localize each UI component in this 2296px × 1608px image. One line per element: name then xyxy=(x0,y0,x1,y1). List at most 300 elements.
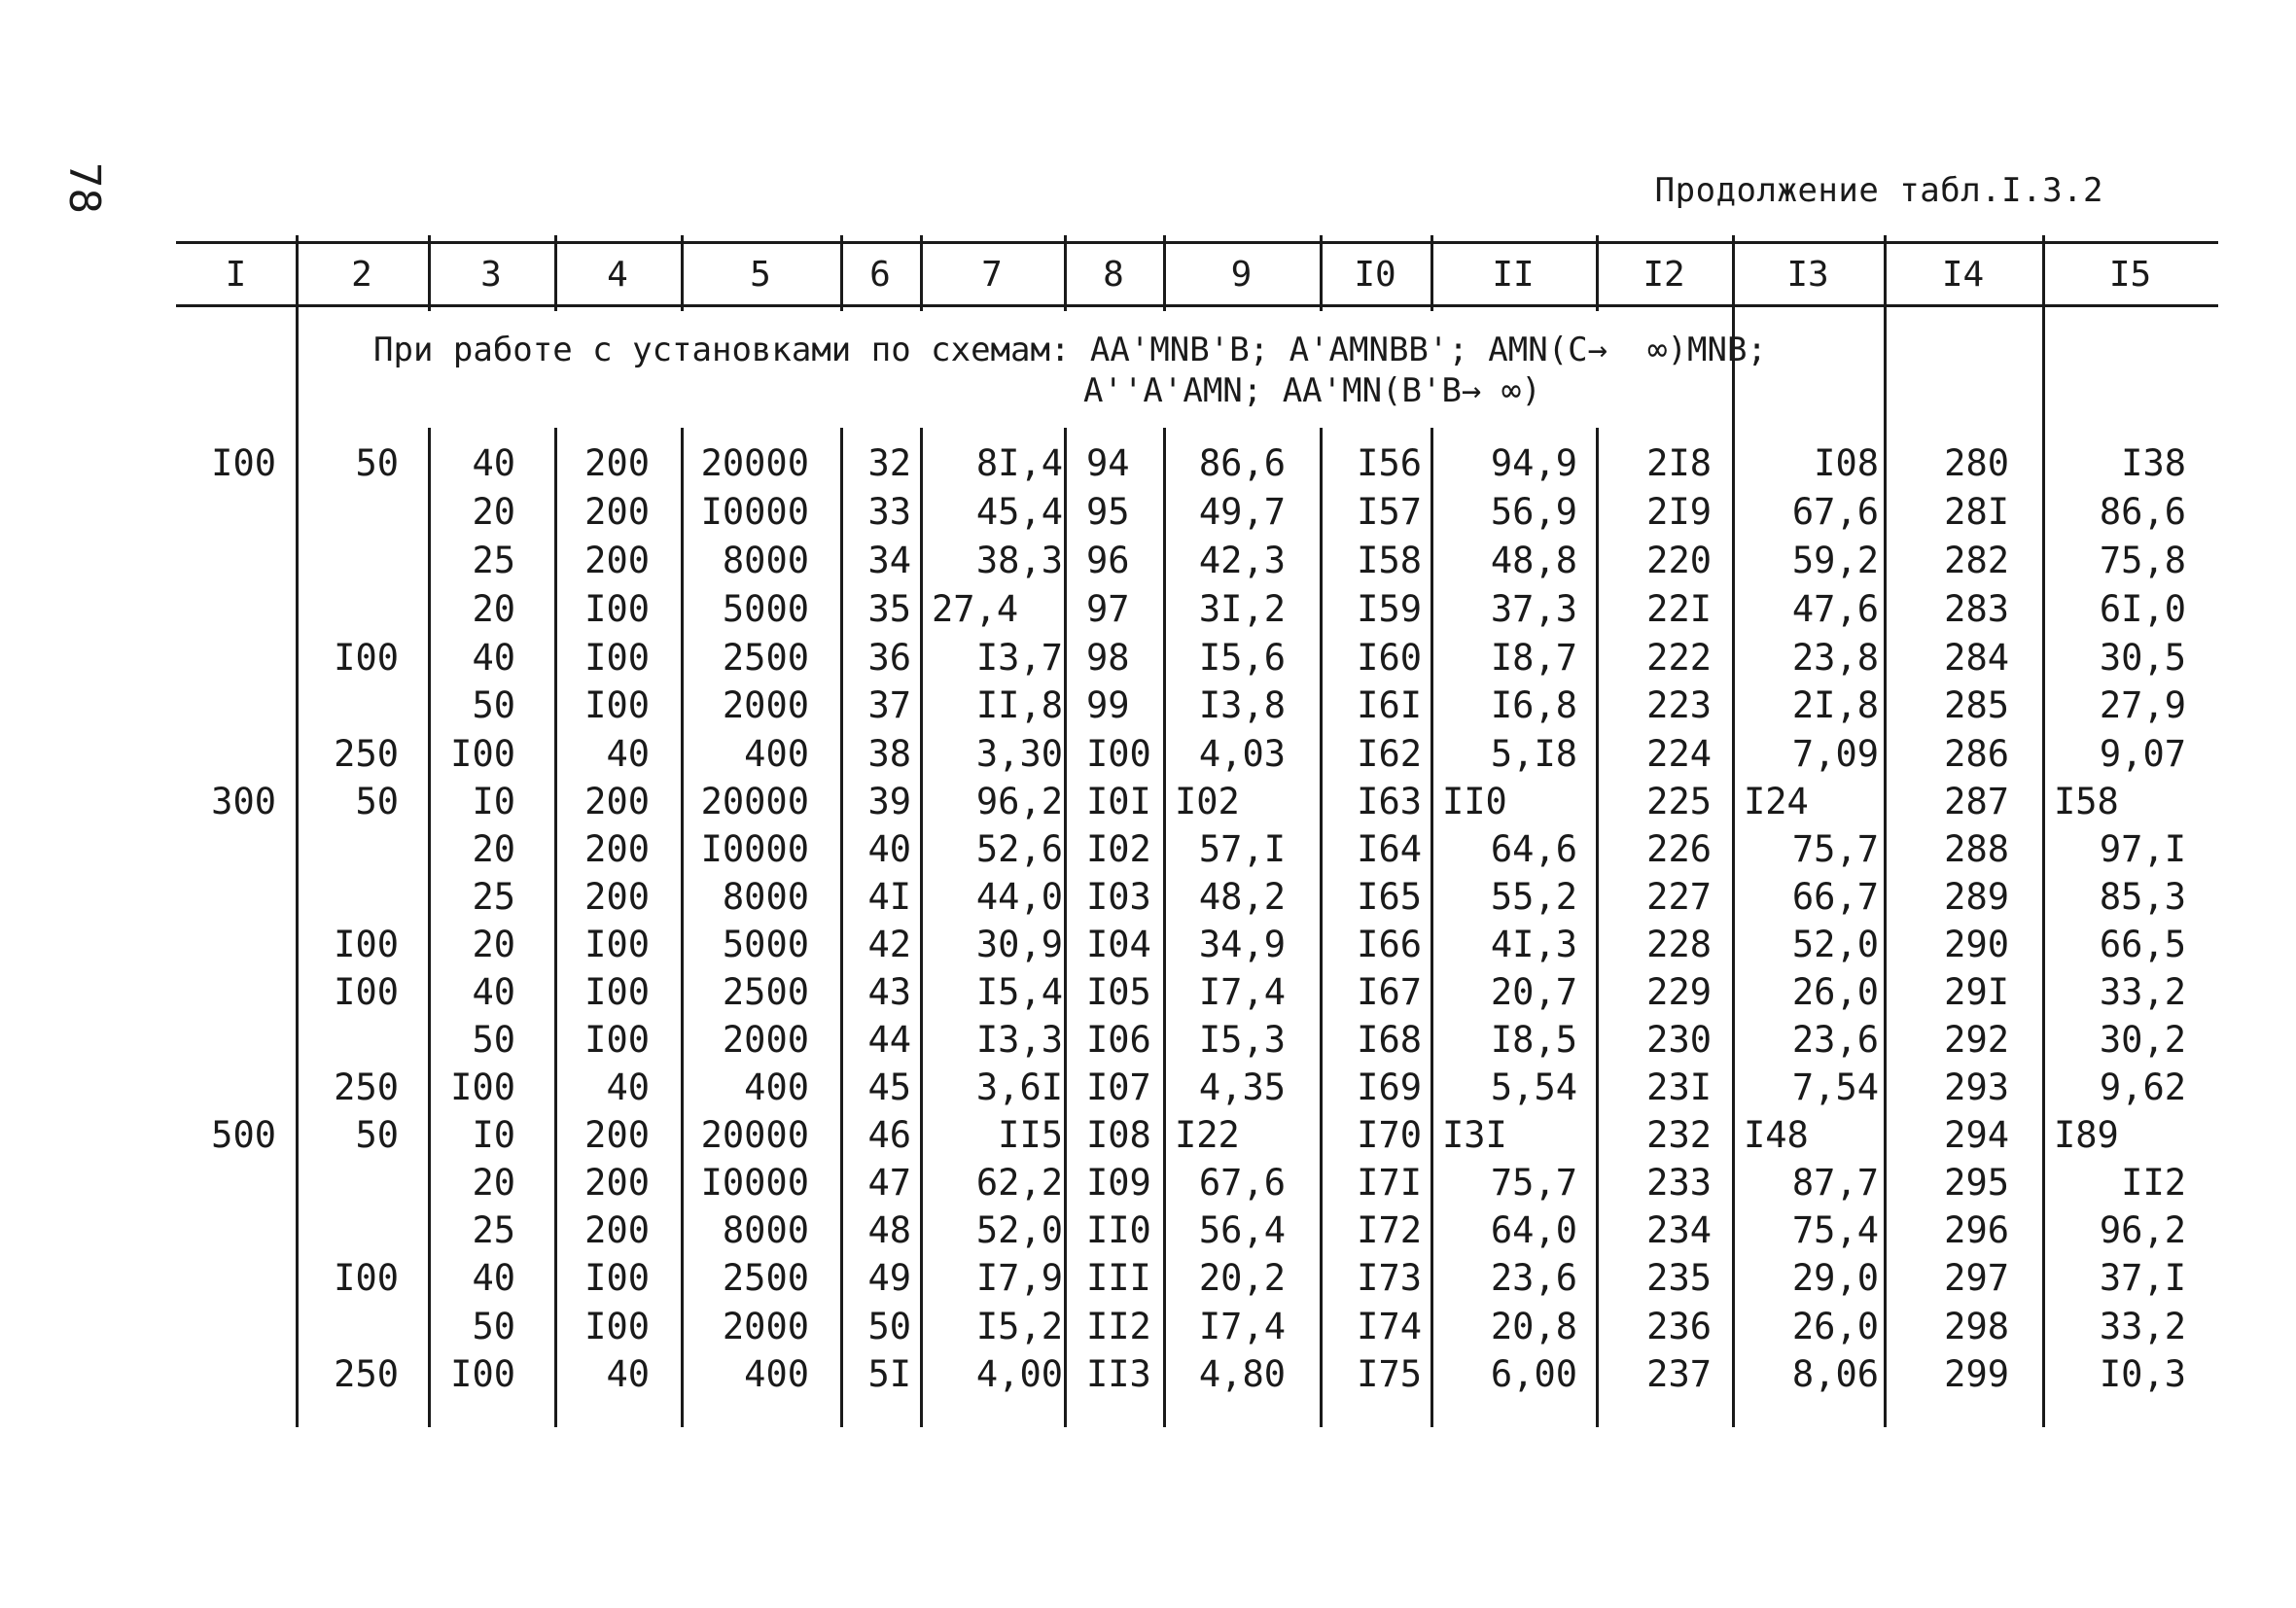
table-cell-col-2: 50 xyxy=(355,781,399,822)
table-cell-col-3: 50 xyxy=(472,1019,515,1061)
table-cell-col-8: 99 xyxy=(1086,684,1130,726)
table-cell-col-I3: 26,0 xyxy=(1791,971,1879,1013)
body-column-divider xyxy=(428,428,431,1427)
table-cell-col-4: 200 xyxy=(584,1162,650,1204)
table-cell-col-I4: 288 xyxy=(1944,828,2009,870)
header-cell: I3 xyxy=(1786,254,1829,295)
table-cell-col-8: I08 xyxy=(1086,1114,1151,1156)
table-cell-col-7: 27,4 xyxy=(932,588,1019,630)
table-cell-col-6: 46 xyxy=(867,1114,911,1156)
table-cell-col-I2: 23I xyxy=(1646,1066,1712,1108)
table-cell-col-I5: 33,2 xyxy=(2099,1306,2186,1347)
scheme-note-line-2: A''A'AMN; AA'MN(B'B→ ∞) xyxy=(1083,371,1541,410)
table-cell-col-4: 200 xyxy=(584,540,650,581)
table-cell-col-7: II5 xyxy=(998,1114,1063,1156)
table-cell-col-I0: I75 xyxy=(1357,1353,1422,1395)
table-cell-col-I5: 6I,0 xyxy=(2099,588,2186,630)
table-cell-col-2: 250 xyxy=(334,1353,399,1395)
table-cell-col-3: 40 xyxy=(472,637,515,679)
table-cell-col-3: I00 xyxy=(450,1353,515,1395)
table-cell-col-8: 98 xyxy=(1086,637,1130,679)
table-cell-col-5: I0000 xyxy=(700,491,809,533)
table-cell-col-4: 200 xyxy=(584,1209,650,1251)
table-cell-col-9: 56,4 xyxy=(1198,1209,1286,1251)
table-cell-col-9: I7,4 xyxy=(1198,971,1286,1013)
header-cell: 6 xyxy=(869,254,891,295)
table-cell-col-I2: 226 xyxy=(1646,828,1712,870)
table-cell-col-9: 67,6 xyxy=(1198,1162,1286,1204)
table-cell-col-I5: 66,5 xyxy=(2099,924,2186,965)
table-cell-col-II: 37,3 xyxy=(1490,588,1577,630)
table-cell-col-I0: I64 xyxy=(1357,828,1422,870)
table-cell-col-6: 44 xyxy=(867,1019,911,1061)
body-column-divider xyxy=(1320,428,1323,1427)
table-cell-col-I3: I24 xyxy=(1744,781,1809,822)
table-cell-col-I0: I69 xyxy=(1357,1066,1422,1108)
table-cell-col-I2: 229 xyxy=(1646,971,1712,1013)
table-cell-col-5: 5000 xyxy=(722,588,809,630)
table-cell-col-I0: I63 xyxy=(1357,781,1422,822)
table-cell-col-I3: 23,8 xyxy=(1791,637,1879,679)
table-cell-col-6: 36 xyxy=(867,637,911,679)
table-cell-col-9: 57,I xyxy=(1198,828,1286,870)
table-cell-col-I0: I60 xyxy=(1357,637,1422,679)
table-cell-col-9: 20,2 xyxy=(1198,1257,1286,1299)
table-cell-col-I4: 287 xyxy=(1944,781,2009,822)
table-cell-col-I3: 59,2 xyxy=(1791,540,1879,581)
table-cell-col-6: 47 xyxy=(867,1162,911,1204)
table-cell-col-I3: 2I,8 xyxy=(1791,684,1879,726)
table-cell-col-8: 97 xyxy=(1086,588,1130,630)
table-cell-col-II: 6,00 xyxy=(1490,1353,1577,1395)
table-cell-col-I0: I66 xyxy=(1357,924,1422,965)
table-cell-col-4: I00 xyxy=(584,588,650,630)
header-cell: I xyxy=(225,254,247,295)
table-cell-col-9: I3,8 xyxy=(1198,684,1286,726)
table-cell-col-4: I00 xyxy=(584,1019,650,1061)
table-cell-col-I5: II2 xyxy=(2121,1162,2186,1204)
header-cell: I0 xyxy=(1354,254,1396,295)
table-cell-col-8: 94 xyxy=(1086,442,1130,484)
table-cell-col-I2: 230 xyxy=(1646,1019,1712,1061)
scheme-note-line-1: При работе с установками по схемам: AA'MNB'B; A'AMNBB'; AMN(C→ ∞)MNB; xyxy=(373,331,1767,369)
table-cell-col-I4: 292 xyxy=(1944,1019,2009,1061)
header-cell: 2 xyxy=(351,254,372,295)
table-cell-col-I4: 289 xyxy=(1944,876,2009,918)
table-cell-col-8: I04 xyxy=(1086,924,1151,965)
table-cell-col-I5: I38 xyxy=(2121,442,2186,484)
table-cell-col-4: 40 xyxy=(606,733,650,775)
table-cell-col-I2: 233 xyxy=(1646,1162,1712,1204)
table-cell-col-5: 2500 xyxy=(722,971,809,1013)
table-cell-col-I3: 29,0 xyxy=(1791,1257,1879,1299)
table-cell-col-8: II0 xyxy=(1086,1209,1151,1251)
table-cell-col-I2: 2I9 xyxy=(1646,491,1712,533)
table-cell-col-9: 3I,2 xyxy=(1198,588,1286,630)
table-cell-col-I4: 296 xyxy=(1944,1209,2009,1251)
table-cell-col-I2: 232 xyxy=(1646,1114,1712,1156)
table-cell-col-I5: I0,3 xyxy=(2099,1353,2186,1395)
table-cell-col-8: II2 xyxy=(1086,1306,1151,1347)
table-cell-col-4: 40 xyxy=(606,1353,650,1395)
table-cell-col-4: I00 xyxy=(584,684,650,726)
table-cell-col-I2: 224 xyxy=(1646,733,1712,775)
table-cell-col-8: I02 xyxy=(1086,828,1151,870)
table-cell-col-I4: 280 xyxy=(1944,442,2009,484)
table-cell-col-II: 94,9 xyxy=(1490,442,1577,484)
table-cell-col-7: I5,2 xyxy=(975,1306,1063,1347)
table-cell-col-II: 23,6 xyxy=(1490,1257,1577,1299)
table-cell-col-I2: 234 xyxy=(1646,1209,1712,1251)
table-cell-col-I5: 75,8 xyxy=(2099,540,2186,581)
table-cell-col-I4: 294 xyxy=(1944,1114,2009,1156)
table-cell-col-I3: 87,7 xyxy=(1791,1162,1879,1204)
table-cell-col-I4: 297 xyxy=(1944,1257,2009,1299)
table-cell-col-I5: 33,2 xyxy=(2099,971,2186,1013)
table-cell-col-9: 42,3 xyxy=(1198,540,1286,581)
table-cell-col-I3: 75,4 xyxy=(1791,1209,1879,1251)
table-cell-col-4: I00 xyxy=(584,1306,650,1347)
table-cell-col-II: 5,54 xyxy=(1490,1066,1577,1108)
table-cell-col-II: 55,2 xyxy=(1490,876,1577,918)
table-cell-col-I2: 225 xyxy=(1646,781,1712,822)
table-cell-col-I3: 7,54 xyxy=(1791,1066,1879,1108)
table-cell-col-5: 20000 xyxy=(700,781,809,822)
table-cell-col-5: 2500 xyxy=(722,637,809,679)
table-cell-col-6: 5I xyxy=(867,1353,911,1395)
table-cell-col-7: 44,0 xyxy=(975,876,1063,918)
table-cell-col-5: 2000 xyxy=(722,684,809,726)
header-cell: I2 xyxy=(1643,254,1685,295)
table-cell-col-I2: 235 xyxy=(1646,1257,1712,1299)
table-cell-col-2: 50 xyxy=(355,442,399,484)
table-cell-col-3: 20 xyxy=(472,924,515,965)
table-cell-col-8: I06 xyxy=(1086,1019,1151,1061)
table-cell-col-I3: 23,6 xyxy=(1791,1019,1879,1061)
table-cell-col-I3: 26,0 xyxy=(1791,1306,1879,1347)
table-cell-col-2: I00 xyxy=(334,971,399,1013)
table-cell-col-5: 2500 xyxy=(722,1257,809,1299)
table-cell-col-4: 200 xyxy=(584,781,650,822)
table-cell-col-9: I22 xyxy=(1175,1114,1240,1156)
table-cell-col-7: I5,4 xyxy=(975,971,1063,1013)
table-cell-col-I0: I68 xyxy=(1357,1019,1422,1061)
table-cell-col-3: 25 xyxy=(472,876,515,918)
table-cell-col-4: I00 xyxy=(584,924,650,965)
table-cell-col-3: 40 xyxy=(472,971,515,1013)
table-cell-col-9: 34,9 xyxy=(1198,924,1286,965)
table-cell-col-I0: I73 xyxy=(1357,1257,1422,1299)
table-cell-col-I3: 8,06 xyxy=(1791,1353,1879,1395)
table-cell-col-7: I3,3 xyxy=(975,1019,1063,1061)
table-cell-col-5: 2000 xyxy=(722,1019,809,1061)
header-bottom-rule xyxy=(176,304,2218,307)
table-cell-col-I2: 227 xyxy=(1646,876,1712,918)
table-cell-col-3: 20 xyxy=(472,1162,515,1204)
table-cell-col-7: 52,6 xyxy=(975,828,1063,870)
table-cell-col-5: I0000 xyxy=(700,828,809,870)
body-column-divider xyxy=(1884,311,1887,1427)
table-cell-col-I2: 2I8 xyxy=(1646,442,1712,484)
table-cell-col-I3: 52,0 xyxy=(1791,924,1879,965)
table-cell-col-5: 8000 xyxy=(722,540,809,581)
table-cell-col-7: 45,4 xyxy=(975,491,1063,533)
table-caption: Продолжение табл.I.3.2 xyxy=(1654,171,2103,210)
table-cell-col-I0: I67 xyxy=(1357,971,1422,1013)
table-cell-col-8: I0I xyxy=(1086,781,1151,822)
table-cell-col-6: 45 xyxy=(867,1066,911,1108)
table-cell-col-I4: 290 xyxy=(1944,924,2009,965)
table-cell-col-3: 20 xyxy=(472,588,515,630)
table-cell-col-II: 56,9 xyxy=(1490,491,1577,533)
table-cell-col-7: II,8 xyxy=(975,684,1063,726)
table-cell-col-3: I0 xyxy=(472,1114,515,1156)
table-cell-col-II: 48,8 xyxy=(1490,540,1577,581)
table-cell-col-9: I02 xyxy=(1175,781,1240,822)
table-cell-col-5: I0000 xyxy=(700,1162,809,1204)
table-cell-col-4: 200 xyxy=(584,1114,650,1156)
table-cell-col-4: 200 xyxy=(584,491,650,533)
table-cell-col-I5: I58 xyxy=(2054,781,2119,822)
body-column-divider xyxy=(2042,311,2045,1427)
table-cell-col-3: 40 xyxy=(472,1257,515,1299)
table-cell-col-I0: I7I xyxy=(1357,1162,1422,1204)
table-cell-col-I0: I74 xyxy=(1357,1306,1422,1347)
table-cell-col-II: 20,8 xyxy=(1490,1306,1577,1347)
table-cell-col-I5: 30,2 xyxy=(2099,1019,2186,1061)
table-cell-col-6: 42 xyxy=(867,924,911,965)
table-cell-col-3: 25 xyxy=(472,1209,515,1251)
table-cell-col-7: 30,9 xyxy=(975,924,1063,965)
table-cell-col-9: 49,7 xyxy=(1198,491,1286,533)
table-cell-col-I: I00 xyxy=(211,442,276,484)
table-cell-col-II: II0 xyxy=(1442,781,1507,822)
header-cell: 7 xyxy=(981,254,1003,295)
table-cell-col-I4: 295 xyxy=(1944,1162,2009,1204)
table-cell-col-I5: 30,5 xyxy=(2099,637,2186,679)
table-cell-col-II: 20,7 xyxy=(1490,971,1577,1013)
table-cell-col-6: 38 xyxy=(867,733,911,775)
table-cell-col-4: 200 xyxy=(584,442,650,484)
table-cell-col-I5: 97,I xyxy=(2099,828,2186,870)
table-cell-col-6: 4I xyxy=(867,876,911,918)
table-cell-col-II: I3I xyxy=(1442,1114,1507,1156)
table-cell-col-6: 35 xyxy=(867,588,911,630)
table-cell-col-I0: I70 xyxy=(1357,1114,1422,1156)
table-cell-col-8: 95 xyxy=(1086,491,1130,533)
table-cell-col-I: 500 xyxy=(211,1114,276,1156)
table-cell-col-I3: I48 xyxy=(1744,1114,1809,1156)
table-cell-col-5: 400 xyxy=(744,733,809,775)
table-cell-col-5: 20000 xyxy=(700,442,809,484)
table-cell-col-8: I09 xyxy=(1086,1162,1151,1204)
table-cell-col-9: 86,6 xyxy=(1198,442,1286,484)
table-cell-col-7: 62,2 xyxy=(975,1162,1063,1204)
table-cell-col-I2: 223 xyxy=(1646,684,1712,726)
table-cell-col-8: I07 xyxy=(1086,1066,1151,1108)
table-cell-col-6: 40 xyxy=(867,828,911,870)
table-cell-col-3: I00 xyxy=(450,1066,515,1108)
table-cell-col-7: I3,7 xyxy=(975,637,1063,679)
table-cell-col-I3: 66,7 xyxy=(1791,876,1879,918)
table-cell-col-I4: 299 xyxy=(1944,1353,2009,1395)
table-cell-col-5: 2000 xyxy=(722,1306,809,1347)
table-cell-col-I0: I57 xyxy=(1357,491,1422,533)
table-cell-col-2: I00 xyxy=(334,637,399,679)
table-cell-col-6: 37 xyxy=(867,684,911,726)
table-cell-col-II: 5,I8 xyxy=(1490,733,1577,775)
table-cell-col-4: I00 xyxy=(584,1257,650,1299)
table-cell-col-8: I05 xyxy=(1086,971,1151,1013)
table-cell-col-I5: 86,6 xyxy=(2099,491,2186,533)
body-column-divider xyxy=(1431,428,1433,1427)
table-cell-col-3: 20 xyxy=(472,491,515,533)
table-cell-col-4: I00 xyxy=(584,637,650,679)
body-column-divider xyxy=(554,428,557,1427)
header-cell: 3 xyxy=(480,254,502,295)
table-cell-col-I4: 282 xyxy=(1944,540,2009,581)
table-cell-col-8: III xyxy=(1086,1257,1151,1299)
table-cell-col-5: 400 xyxy=(744,1353,809,1395)
table-cell-col-2: I00 xyxy=(334,924,399,965)
table-cell-col-9: 4,03 xyxy=(1198,733,1286,775)
table-cell-col-I: 300 xyxy=(211,781,276,822)
table-cell-col-7: 3,30 xyxy=(975,733,1063,775)
table-cell-col-6: 33 xyxy=(867,491,911,533)
header-cell: 8 xyxy=(1103,254,1124,295)
table-cell-col-8: I03 xyxy=(1086,876,1151,918)
table-cell-col-I3: I08 xyxy=(1814,442,1879,484)
header-cell: 4 xyxy=(607,254,628,295)
table-cell-col-I4: 286 xyxy=(1944,733,2009,775)
table-cell-col-4: 200 xyxy=(584,828,650,870)
table-cell-col-5: 8000 xyxy=(722,1209,809,1251)
table-cell-col-I0: I58 xyxy=(1357,540,1422,581)
table-cell-col-I2: 220 xyxy=(1646,540,1712,581)
header-cell: II xyxy=(1492,254,1535,295)
header-cell: 5 xyxy=(750,254,771,295)
table-cell-col-I3: 47,6 xyxy=(1791,588,1879,630)
table-cell-col-3: 20 xyxy=(472,828,515,870)
table-cell-col-3: I00 xyxy=(450,733,515,775)
table-cell-col-6: 48 xyxy=(867,1209,911,1251)
table-cell-col-6: 43 xyxy=(867,971,911,1013)
header-cell: I5 xyxy=(2108,254,2152,295)
table-cell-col-8: II3 xyxy=(1086,1353,1151,1395)
table-cell-col-I4: 29I xyxy=(1944,971,2009,1013)
table-cell-col-II: 64,6 xyxy=(1490,828,1577,870)
table-cell-col-7: 4,00 xyxy=(975,1353,1063,1395)
table-cell-col-7: 52,0 xyxy=(975,1209,1063,1251)
body-column-divider xyxy=(1732,311,1735,1427)
table-cell-col-3: 50 xyxy=(472,1306,515,1347)
table-cell-col-II: 75,7 xyxy=(1490,1162,1577,1204)
body-column-divider xyxy=(1064,428,1067,1427)
table-cell-col-5: 8000 xyxy=(722,876,809,918)
table-cell-col-I3: 7,09 xyxy=(1791,733,1879,775)
table-cell-col-9: I5,6 xyxy=(1198,637,1286,679)
table-cell-col-9: I7,4 xyxy=(1198,1306,1286,1347)
table-cell-col-I5: 85,3 xyxy=(2099,876,2186,918)
table-cell-col-4: 200 xyxy=(584,876,650,918)
table-cell-col-9: 4,35 xyxy=(1198,1066,1286,1108)
table-cell-col-8: 96 xyxy=(1086,540,1130,581)
table-cell-col-II: I8,5 xyxy=(1490,1019,1577,1061)
table-cell-col-7: 8I,4 xyxy=(975,442,1063,484)
table-cell-col-7: 38,3 xyxy=(975,540,1063,581)
table-cell-col-9: I5,3 xyxy=(1198,1019,1286,1061)
table-cell-col-5: 20000 xyxy=(700,1114,809,1156)
table-cell-col-I2: 236 xyxy=(1646,1306,1712,1347)
body-column-divider xyxy=(681,428,684,1427)
table-cell-col-9: 4,80 xyxy=(1198,1353,1286,1395)
table-top-rule xyxy=(176,241,2218,244)
header-cell: 9 xyxy=(1230,254,1253,295)
table-cell-col-I4: 284 xyxy=(1944,637,2009,679)
table-cell-col-I4: 293 xyxy=(1944,1066,2009,1108)
body-column-divider xyxy=(920,428,923,1427)
table-cell-col-4: I00 xyxy=(584,971,650,1013)
table-cell-col-I5: 9,62 xyxy=(2099,1066,2186,1108)
table-cell-col-6: 34 xyxy=(867,540,911,581)
table-cell-col-I0: I65 xyxy=(1357,876,1422,918)
header-cell: I4 xyxy=(1941,254,1985,295)
table-cell-col-3: 40 xyxy=(472,442,515,484)
table-cell-col-9: 48,2 xyxy=(1198,876,1286,918)
table-cell-col-I0: I56 xyxy=(1357,442,1422,484)
table-cell-col-I4: 28I xyxy=(1944,491,2009,533)
table-cell-col-7: I7,9 xyxy=(975,1257,1063,1299)
table-cell-col-6: 49 xyxy=(867,1257,911,1299)
table-cell-col-3: 50 xyxy=(472,684,515,726)
table-cell-col-II: I6,8 xyxy=(1490,684,1577,726)
table-cell-col-I3: 75,7 xyxy=(1791,828,1879,870)
table-cell-col-4: 40 xyxy=(606,1066,650,1108)
body-column-divider xyxy=(1596,428,1599,1427)
table-cell-col-I0: I72 xyxy=(1357,1209,1422,1251)
table-cell-col-I2: 228 xyxy=(1646,924,1712,965)
table-cell-col-3: 25 xyxy=(472,540,515,581)
table-cell-col-I2: 22I xyxy=(1646,588,1712,630)
table-cell-col-I3: 67,6 xyxy=(1791,491,1879,533)
table-cell-col-5: 400 xyxy=(744,1066,809,1108)
table-cell-col-I2: 222 xyxy=(1646,637,1712,679)
table-cell-col-8: I00 xyxy=(1086,733,1151,775)
body-column-divider xyxy=(296,311,299,1427)
table-cell-col-I4: 298 xyxy=(1944,1306,2009,1347)
page-number: 78 xyxy=(58,162,109,214)
table-cell-col-II: 4I,3 xyxy=(1490,924,1577,965)
body-column-divider xyxy=(840,428,843,1427)
table-cell-col-7: 96,2 xyxy=(975,781,1063,822)
table-cell-col-I0: I59 xyxy=(1357,588,1422,630)
table-cell-col-6: 39 xyxy=(867,781,911,822)
table-cell-col-3: I0 xyxy=(472,781,515,822)
table-cell-col-I4: 283 xyxy=(1944,588,2009,630)
table-cell-col-7: 3,6I xyxy=(975,1066,1063,1108)
table-cell-col-I5: 27,9 xyxy=(2099,684,2186,726)
table-cell-col-I4: 285 xyxy=(1944,684,2009,726)
table-cell-col-II: I8,7 xyxy=(1490,637,1577,679)
table-cell-col-2: 50 xyxy=(355,1114,399,1156)
table-cell-col-2: I00 xyxy=(334,1257,399,1299)
table-cell-col-I5: 9,07 xyxy=(2099,733,2186,775)
table-cell-col-I0: I62 xyxy=(1357,733,1422,775)
table-cell-col-2: 250 xyxy=(334,1066,399,1108)
table-cell-col-6: 32 xyxy=(867,442,911,484)
body-column-divider xyxy=(1163,428,1166,1427)
table-cell-col-II: 64,0 xyxy=(1490,1209,1577,1251)
